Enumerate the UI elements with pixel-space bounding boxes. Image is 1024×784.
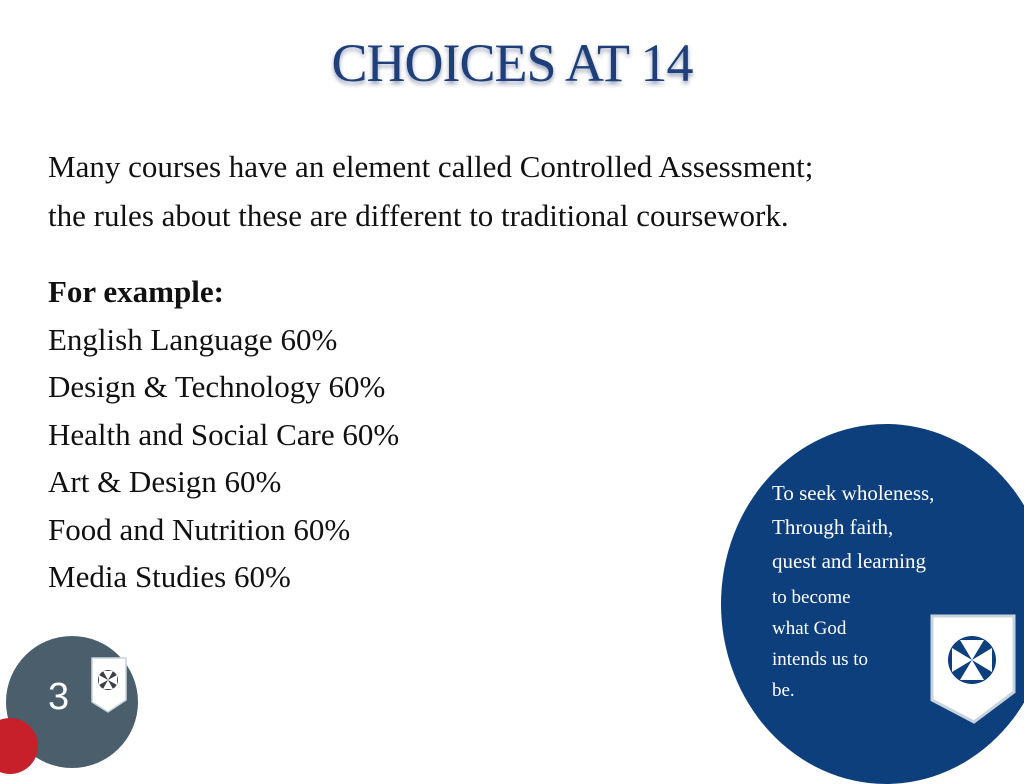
list-item: Health and Social Care 60% <box>48 416 400 452</box>
list-item: Media Studies 60% <box>48 559 291 594</box>
list-heading: For example: <box>48 274 224 309</box>
motto-line: be. <box>772 680 795 701</box>
motto-line: what God <box>772 618 847 639</box>
intro-line-1: Many courses have an element called Controlled Assessment; <box>48 149 814 184</box>
list-item: Art & Design 60% <box>48 464 282 499</box>
list-item: Food and Nutrition 60% <box>48 511 351 547</box>
motto-line: to become <box>772 587 851 608</box>
slide-title: CHOICES AT 14 <box>331 33 693 93</box>
motto-line: To seek wholeness, <box>772 481 935 505</box>
list-item: Design & Technology 60% <box>48 369 386 404</box>
motto-line: Through faith, <box>772 515 894 539</box>
cross-shield-icon <box>928 612 1018 727</box>
cross-shield-icon <box>90 656 128 714</box>
slide-number: 3 <box>48 676 70 718</box>
list-item: English Language 60% <box>48 321 338 357</box>
intro-text <box>48 142 948 240</box>
motto-line: quest and learning <box>772 549 926 573</box>
intro-line-2: the rules about these are different to traditional coursework. <box>48 198 789 233</box>
course-list <box>48 268 688 601</box>
motto-line: intends us to <box>772 649 869 670</box>
